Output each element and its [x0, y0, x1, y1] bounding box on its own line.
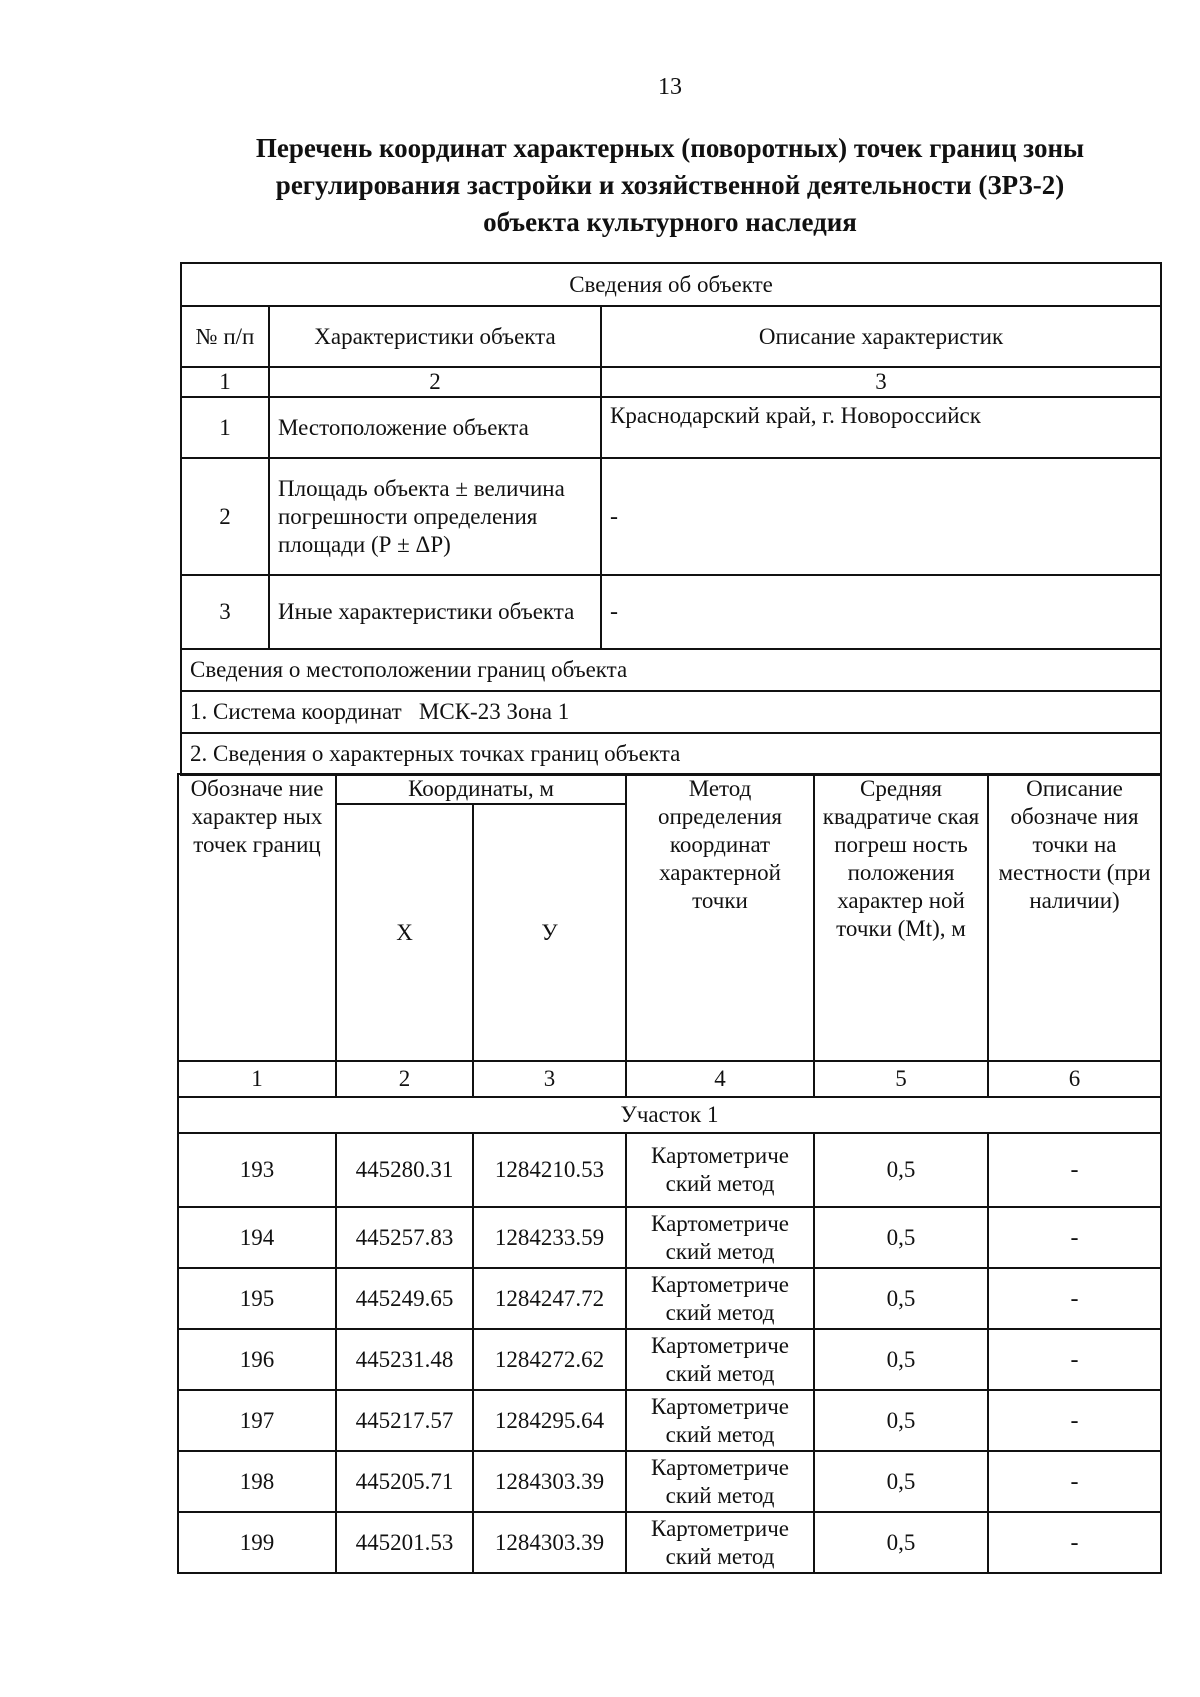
column-number-2: 2 — [336, 1061, 473, 1097]
point-id: 197 — [178, 1390, 336, 1451]
points-info-header: 2. Сведения о характерных точках границ объекта — [181, 733, 1161, 775]
mean-error: 0,5 — [814, 1512, 988, 1573]
table-row — [178, 1512, 1161, 1573]
table-row — [178, 1207, 1161, 1268]
coord-y: 1284233.59 — [473, 1207, 626, 1268]
column-number-5: 5 — [814, 1061, 988, 1097]
column-number-2: 2 — [269, 367, 601, 397]
coord-x: 445231.48 — [336, 1329, 473, 1390]
object-row-characteristic: Площадь объекта ± величина погрешности определения площади (Р ± ΔР) — [269, 458, 601, 575]
mean-error: 0,5 — [814, 1390, 988, 1451]
method: Картометриче ский метод — [626, 1512, 814, 1573]
title-line-2: регулирования застройки и хозяйственной деятельности (ЗРЗ-2) — [275, 170, 1065, 200]
point-id: 196 — [178, 1329, 336, 1390]
point-description: - — [988, 1268, 1161, 1329]
method: Картометриче ский метод — [626, 1207, 814, 1268]
section-label: Участок 1 — [178, 1097, 1161, 1133]
mean-error: 0,5 — [814, 1329, 988, 1390]
point-description: - — [988, 1133, 1161, 1207]
method: Картометриче ский метод — [626, 1329, 814, 1390]
point-description: - — [988, 1329, 1161, 1390]
header-point-designation: Обозначе ние характер ных точек границ — [178, 774, 336, 1061]
column-number-4: 4 — [626, 1061, 814, 1097]
coord-x: 445201.53 — [336, 1512, 473, 1573]
point-description: - — [988, 1512, 1161, 1573]
coord-x: 445205.71 — [336, 1451, 473, 1512]
title-line-3: объекта культурного наследия — [483, 207, 857, 237]
object-row-number: 3 — [181, 575, 269, 649]
point-id: 198 — [178, 1451, 336, 1512]
location-info-header: Сведения о местоположении границ объекта — [181, 649, 1161, 691]
object-row-description: - — [601, 458, 1161, 575]
object-info-header: Сведения об объекте — [181, 263, 1161, 306]
header-method: Метод определения координат характерной точки — [626, 774, 814, 1061]
coord-x: 445217.57 — [336, 1390, 473, 1451]
table-row — [178, 1451, 1161, 1512]
mean-error: 0,5 — [814, 1451, 988, 1512]
coord-y: 1284272.62 — [473, 1329, 626, 1390]
header-number: № п/п — [181, 306, 269, 367]
mean-error: 0,5 — [814, 1268, 988, 1329]
method: Картометриче ский метод — [626, 1133, 814, 1207]
document-title — [180, 130, 1160, 241]
column-number-3: 3 — [601, 367, 1161, 397]
object-row-characteristic: Иные характеристики объекта — [269, 575, 601, 649]
coord-y: 1284303.39 — [473, 1512, 626, 1573]
coordinate-system: 1. Система координат МСК-23 Зона 1 — [181, 691, 1161, 733]
header-x: Х — [336, 804, 473, 1061]
object-row-number: 1 — [181, 397, 269, 458]
coord-y: 1284303.39 — [473, 1451, 626, 1512]
point-id: 193 — [178, 1133, 336, 1207]
object-row-characteristic: Местоположение объекта — [269, 397, 601, 458]
mean-error: 0,5 — [814, 1207, 988, 1268]
column-number-6: 6 — [988, 1061, 1161, 1097]
object-info-table — [180, 262, 1162, 776]
header-mean-error: Средняя квадратиче ская погреш ность положения характер ной точки (Mt), м — [814, 774, 988, 1061]
coord-x: 445280.31 — [336, 1133, 473, 1207]
point-description: - — [988, 1451, 1161, 1512]
column-number-1: 1 — [181, 367, 269, 397]
table-row — [178, 1329, 1161, 1390]
point-id: 199 — [178, 1512, 336, 1573]
column-number-3: 3 — [473, 1061, 626, 1097]
title-line-1: Перечень координат характерных (поворотных) точек границ зоны — [255, 133, 1085, 163]
mean-error: 0,5 — [814, 1133, 988, 1207]
coord-y: 1284247.72 — [473, 1268, 626, 1329]
object-row-description: - — [601, 575, 1161, 649]
header-characteristic: Характеристики объекта — [269, 306, 601, 367]
points-table — [177, 773, 1162, 1574]
header-coordinates: Координаты, м — [336, 774, 626, 804]
coord-x: 445257.83 — [336, 1207, 473, 1268]
page-number: 13 — [658, 74, 682, 100]
object-row-description: Краснодарский край, г. Новороссийск — [601, 397, 1161, 458]
coord-y: 1284210.53 — [473, 1133, 626, 1207]
method: Картометриче ский метод — [626, 1451, 814, 1512]
table-row — [178, 1390, 1161, 1451]
table-row — [178, 1268, 1161, 1329]
point-description: - — [988, 1207, 1161, 1268]
method: Картометриче ский метод — [626, 1390, 814, 1451]
column-number-1: 1 — [178, 1061, 336, 1097]
coord-y: 1284295.64 — [473, 1390, 626, 1451]
point-description: - — [988, 1390, 1161, 1451]
header-point-description: Описание обозначе ния точки на местности (при наличии) — [988, 774, 1161, 1061]
header-y: У — [473, 804, 626, 1061]
table-row — [178, 1133, 1161, 1207]
method: Картометриче ский метод — [626, 1268, 814, 1329]
coord-x: 445249.65 — [336, 1268, 473, 1329]
point-id: 194 — [178, 1207, 336, 1268]
point-id: 195 — [178, 1268, 336, 1329]
object-row-number: 2 — [181, 458, 269, 575]
header-description: Описание характеристик — [601, 306, 1161, 367]
